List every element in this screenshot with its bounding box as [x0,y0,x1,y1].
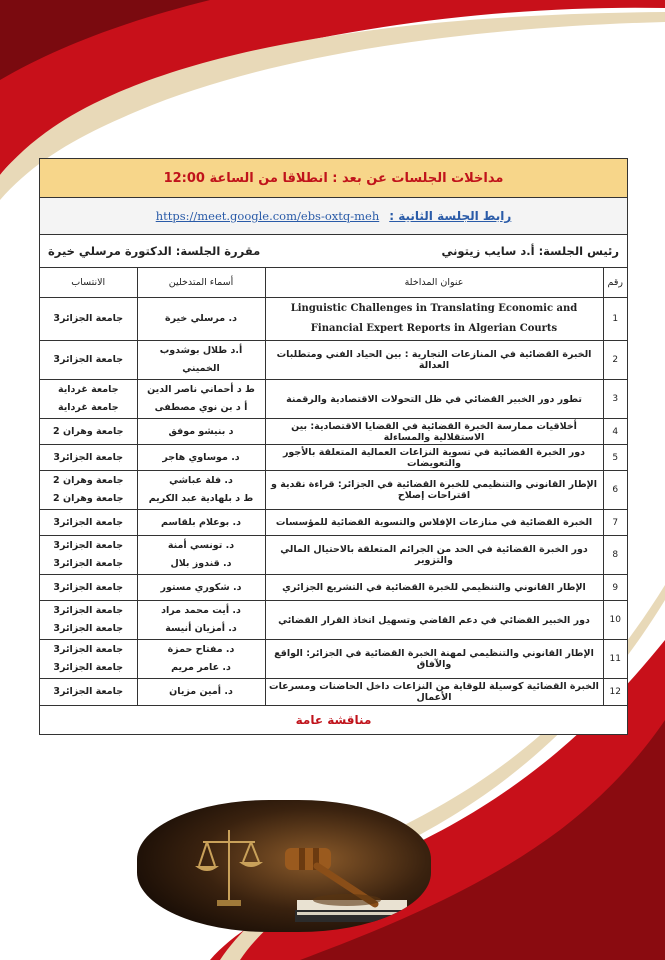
affiliation-name: جامعة الجزائر3 [53,558,124,569]
row-topic: الإطار القانوني والتنظيمي للخبرة القضائية في الجزائر: قراءة نقدية و اقتراحات إصلاح [265,471,603,510]
affiliation-name: جامعة الجزائر3 [53,516,124,528]
row-topic: دور الخبير القضائي في دعم القاضي وتسهيل اتخاذ القرار القضائي [265,601,603,640]
row-speakers [137,445,265,471]
row-speakers [137,601,265,640]
session-title: مداخلات الجلسات عن بعد : انطلاقا من الساعة 12:00 [40,159,627,198]
row-topic: الخبرة القضائية كوسيلة للوقاية من النزاعات داخل الحاضنات ومسرعات الأعمال [265,679,603,705]
header-num: رقم [603,268,627,298]
row-number: 5 [603,445,627,471]
row-number: 9 [603,575,627,601]
speaker-name: ط د بلهادية عبد الكريم [148,493,254,504]
affiliation-name: جامعة الجزائر3 [53,451,124,463]
row-affiliation [40,419,137,445]
row-number: 6 [603,471,627,510]
affiliation-name: جامعة الجزائر3 [53,662,124,673]
row-affiliation [40,510,137,536]
row-number: 8 [603,536,627,575]
row-affiliation [40,575,137,601]
program-table [40,268,627,705]
row-speakers [137,575,265,601]
row-number: 7 [603,510,627,536]
session-president: رئيس الجلسة: أ.د سايب زيتوني [441,244,619,258]
general-discussion: مناقشة عامة [40,705,627,734]
affiliation-name: جامعة الجزائر3 [53,354,124,365]
affiliation-name: جامعة الجزائر3 [53,685,124,697]
row-speakers [137,536,265,575]
row-topic: Linguistic Challenges in Translating Economic and Financial Expert Reports in Algerian Courts [265,298,603,341]
header-names: أسماء المتدخلين [137,268,265,298]
table-header-row [40,268,627,298]
table-row [40,341,627,380]
affiliation-name: جامعة الجزائر3 [53,581,124,593]
speaker-name: د. قندوز بلال [170,558,232,569]
row-topic: الخبرة القضائية في المنازعات التجارية : بين الحياد الفني ومتطلبات العدالة [265,341,603,380]
speaker-name: د. تونسي أمنة [167,540,235,551]
row-affiliation [40,679,137,705]
gavel-scales-photo [137,800,431,932]
row-number: 10 [603,601,627,640]
row-number: 12 [603,679,627,705]
speaker-name: د. مرسلي خيرة [165,313,237,324]
table-row [40,298,627,341]
speaker-name: أ.د طلال بوشدوب الخميني [159,345,243,374]
speaker-name: د. عامر مريم [171,662,231,673]
speaker-name: د. موساوي هاجر [162,451,240,463]
row-affiliation [40,601,137,640]
affiliation-name: جامعة الجزائر3 [53,540,124,551]
header-affiliation: الانتساب [40,268,137,298]
row-number: 3 [603,380,627,419]
table-row [40,601,627,640]
affiliation-name: جامعة الجزائر3 [53,623,124,634]
row-number: 1 [603,298,627,341]
row-speakers [137,341,265,380]
affiliation-name: جامعة غرداية [57,384,119,395]
speaker-name: د. أيت محمد مراد [161,605,241,616]
row-speakers [137,679,265,705]
session-chairs [40,235,627,268]
row-topic: الخبرة القضائية في منازعات الإفلاس والتسوية القضائية للمؤسسات [265,510,603,536]
speaker-name: د بنيشو موفق [168,425,234,437]
table-row [40,679,627,705]
speaker-name: د. مفتاح حمزة [167,644,235,655]
session-link-label: رابط الجلسة الثانية : [389,209,512,223]
speaker-name: د. فلة عباشي [169,475,233,486]
table-row [40,471,627,510]
affiliation-name: جامعة وهران 2 [53,425,124,437]
table-row [40,510,627,536]
session-link-url[interactable]: https://meet.google.com/ebs-oxtq-meh [155,209,380,223]
affiliation-name: جامعة وهران 2 [53,475,124,486]
row-affiliation [40,640,137,679]
speaker-name: د. شكوري مستور [160,581,242,593]
row-number: 2 [603,341,627,380]
table-row [40,640,627,679]
program-sheet [39,158,628,735]
row-affiliation [40,445,137,471]
speaker-name: د. أمزيان أنيسة [165,623,237,634]
row-speakers [137,510,265,536]
row-number: 11 [603,640,627,679]
row-affiliation [40,341,137,380]
table-row [40,575,627,601]
row-affiliation [40,298,137,341]
speaker-name: ط د أحماني ناصر الدين [147,384,255,395]
row-topic: دور الخبرة القضائية في تسوية النزاعات العمالية المتعلقة بالأجور والتعويضات [265,445,603,471]
row-topic: الإطار القانوني والتنظيمي لمهنة الخبرة القضائية في الجزائر: الواقع والآفاق [265,640,603,679]
session-rapporteur: مقررة الجلسة: الدكتورة مرسلي خيرة [48,244,261,258]
session-link-row [40,198,627,235]
row-speakers [137,419,265,445]
speaker-name: د. أمين مزيان [169,685,233,697]
row-affiliation [40,536,137,575]
row-speakers [137,298,265,341]
row-topic: الإطار القانوني والتنظيمي للخبرة القضائية في التشريع الجزائري [265,575,603,601]
speaker-name: أ د بن نوي مصطفى [154,402,248,413]
row-topic: أخلاقيات ممارسة الخبرة القضائية في القضايا الاقتصادية: بين الاستقلالية والمساءلة [265,419,603,445]
row-speakers [137,380,265,419]
speaker-name: د. بوعلام بلقاسم [161,516,241,528]
row-affiliation [40,380,137,419]
row-speakers [137,471,265,510]
row-topic: دور الخبرة القضائية في الحد من الجرائم المتعلقة بالاحتيال المالي والتزوير [265,536,603,575]
affiliation-name: جامعة الجزائر3 [53,313,124,324]
affiliation-name: جامعة غرداية [57,402,119,413]
table-row [40,536,627,575]
affiliation-name: جامعة الجزائر3 [53,605,124,616]
table-row [40,445,627,471]
row-topic: تطور دور الخبير القضائي في ظل التحولات الاقتصادية والرقمنة [265,380,603,419]
header-topic: عنوان المداخلة [265,268,603,298]
table-row [40,419,627,445]
affiliation-name: جامعة الجزائر3 [53,644,124,655]
row-affiliation [40,471,137,510]
affiliation-name: جامعة وهران 2 [53,493,124,504]
row-speakers [137,640,265,679]
row-number: 4 [603,419,627,445]
table-row [40,380,627,419]
